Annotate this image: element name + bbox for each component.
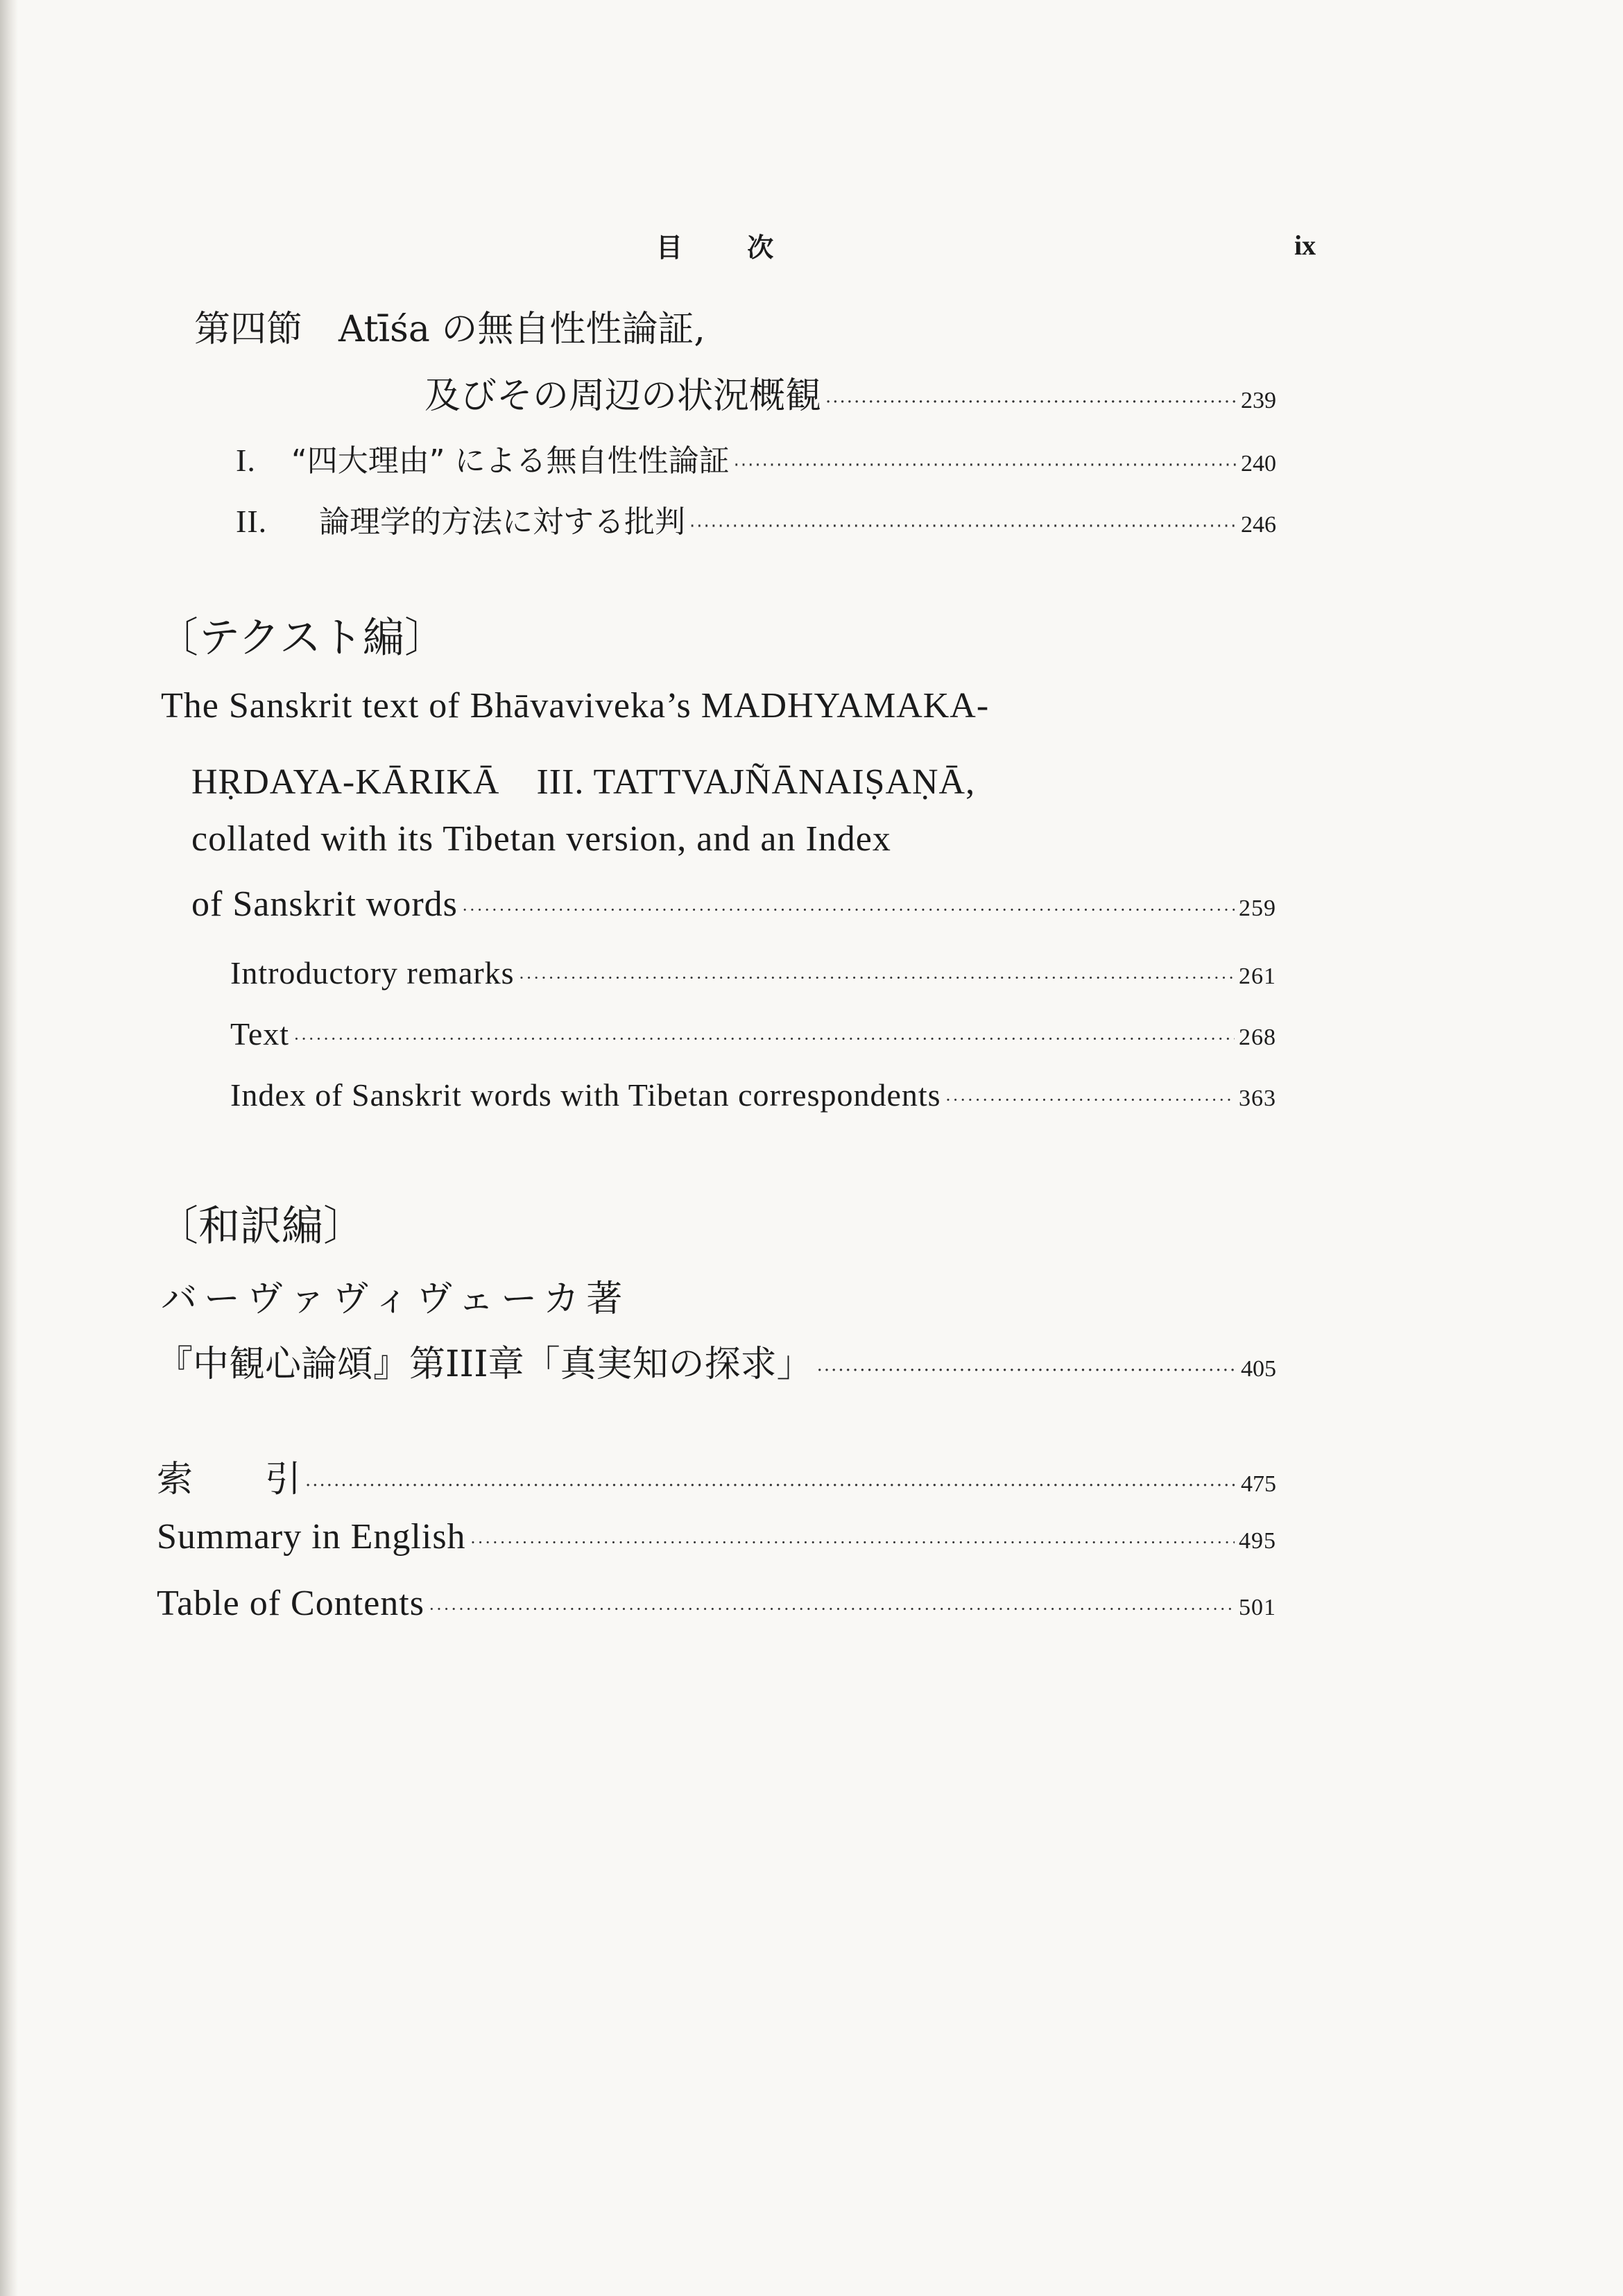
leader-dots	[689, 516, 1237, 537]
toc-entry-label: “四大理由” による無自性性論証	[291, 443, 730, 479]
translation-author-line: バーヴァヴィヴェーカ著	[161, 1278, 630, 1320]
toc-entry-number: II.	[236, 504, 268, 539]
leader-dots	[305, 1475, 1237, 1496]
toc-entry-page: 239	[1241, 388, 1276, 413]
text-part-title-line3: collated with its Tibetan version, and an Index	[191, 819, 891, 859]
toc-entry-translation[interactable]	[157, 1335, 1276, 1387]
toc-entry-table-of-contents[interactable]	[157, 1583, 1276, 1624]
toc-entry-page: 240	[1241, 451, 1276, 477]
leader-dots	[825, 392, 1237, 413]
toc-entry-text-part[interactable]	[191, 884, 1276, 925]
leader-dots	[470, 1532, 1235, 1553]
page-number: ix	[1294, 230, 1316, 261]
toc-entry-label: Index of Sanskrit words with Tibetan correspondents	[230, 1077, 941, 1113]
toc-entry-number: I.	[236, 443, 256, 478]
scan-edge-shadow	[0, 0, 18, 2296]
leader-dots	[817, 1360, 1237, 1381]
section-heading-translation-part: 〔和訳編〕	[157, 1202, 365, 1251]
running-title: 目 次	[656, 232, 802, 263]
toc-entry-label: Text	[230, 1016, 290, 1052]
leader-dots	[462, 900, 1235, 920]
toc-entry-introductory-remarks[interactable]	[230, 954, 1276, 991]
text-part-title-line1: The Sanskrit text of Bhāvaviveka’s MADHYAMAKA-	[161, 686, 990, 726]
toc-entry-page: 475	[1241, 1471, 1276, 1497]
leader-dots	[293, 1029, 1235, 1050]
toc-entry-page: 261	[1239, 963, 1276, 989]
toc-entry-sub-1[interactable]	[236, 436, 1276, 480]
toc-entry-sub-2[interactable]	[236, 497, 1276, 541]
toc-entry-label: 及びその周辺の状況概観	[424, 375, 822, 417]
toc-entry-section4[interactable]	[424, 366, 1276, 418]
leader-dots	[734, 455, 1237, 476]
toc-entry-label: of Sanskrit words	[191, 884, 458, 924]
toc-entry-label: Summary in English	[157, 1517, 466, 1557]
toc-entry-label: Introductory remarks	[230, 955, 515, 991]
toc-entry-page: 495	[1239, 1528, 1276, 1554]
toc-entry-summary-english[interactable]	[157, 1516, 1276, 1557]
toc-entry-page: 246	[1241, 512, 1276, 538]
toc-entry-page: 501	[1239, 1595, 1276, 1620]
toc-entry-page: 363	[1239, 1086, 1276, 1111]
toc-entry-text[interactable]	[230, 1016, 1276, 1052]
toc-entry-label: 『中観心論頌』第III章「真実知の探求」	[157, 1344, 813, 1385]
section4-title-line1: 第四節 Atīśa の無自性性論証,	[194, 309, 705, 350]
toc-entry-page: 405	[1241, 1356, 1276, 1382]
leader-dots	[945, 1090, 1235, 1111]
toc-entry-label: 索 引	[157, 1459, 302, 1500]
toc-entry-index-sanskrit[interactable]	[230, 1077, 1276, 1113]
leader-dots	[519, 968, 1235, 988]
toc-entry-page: 268	[1239, 1025, 1276, 1050]
toc-entry-page: 259	[1239, 896, 1276, 921]
toc-entry-label: Table of Contents	[157, 1584, 424, 1623]
text-part-title-line2: HṚDAYA-KĀRIKĀ III. TATTVAJÑĀNAIṢAṆĀ,	[191, 762, 976, 802]
leader-dots	[429, 1599, 1235, 1620]
toc-entry-label: 論理学的方法に対する批判	[319, 504, 685, 540]
page-header	[0, 226, 1623, 268]
toc-entry-index[interactable]	[157, 1450, 1276, 1502]
section-heading-text-part: 〔テクスト編〕	[157, 614, 446, 662]
